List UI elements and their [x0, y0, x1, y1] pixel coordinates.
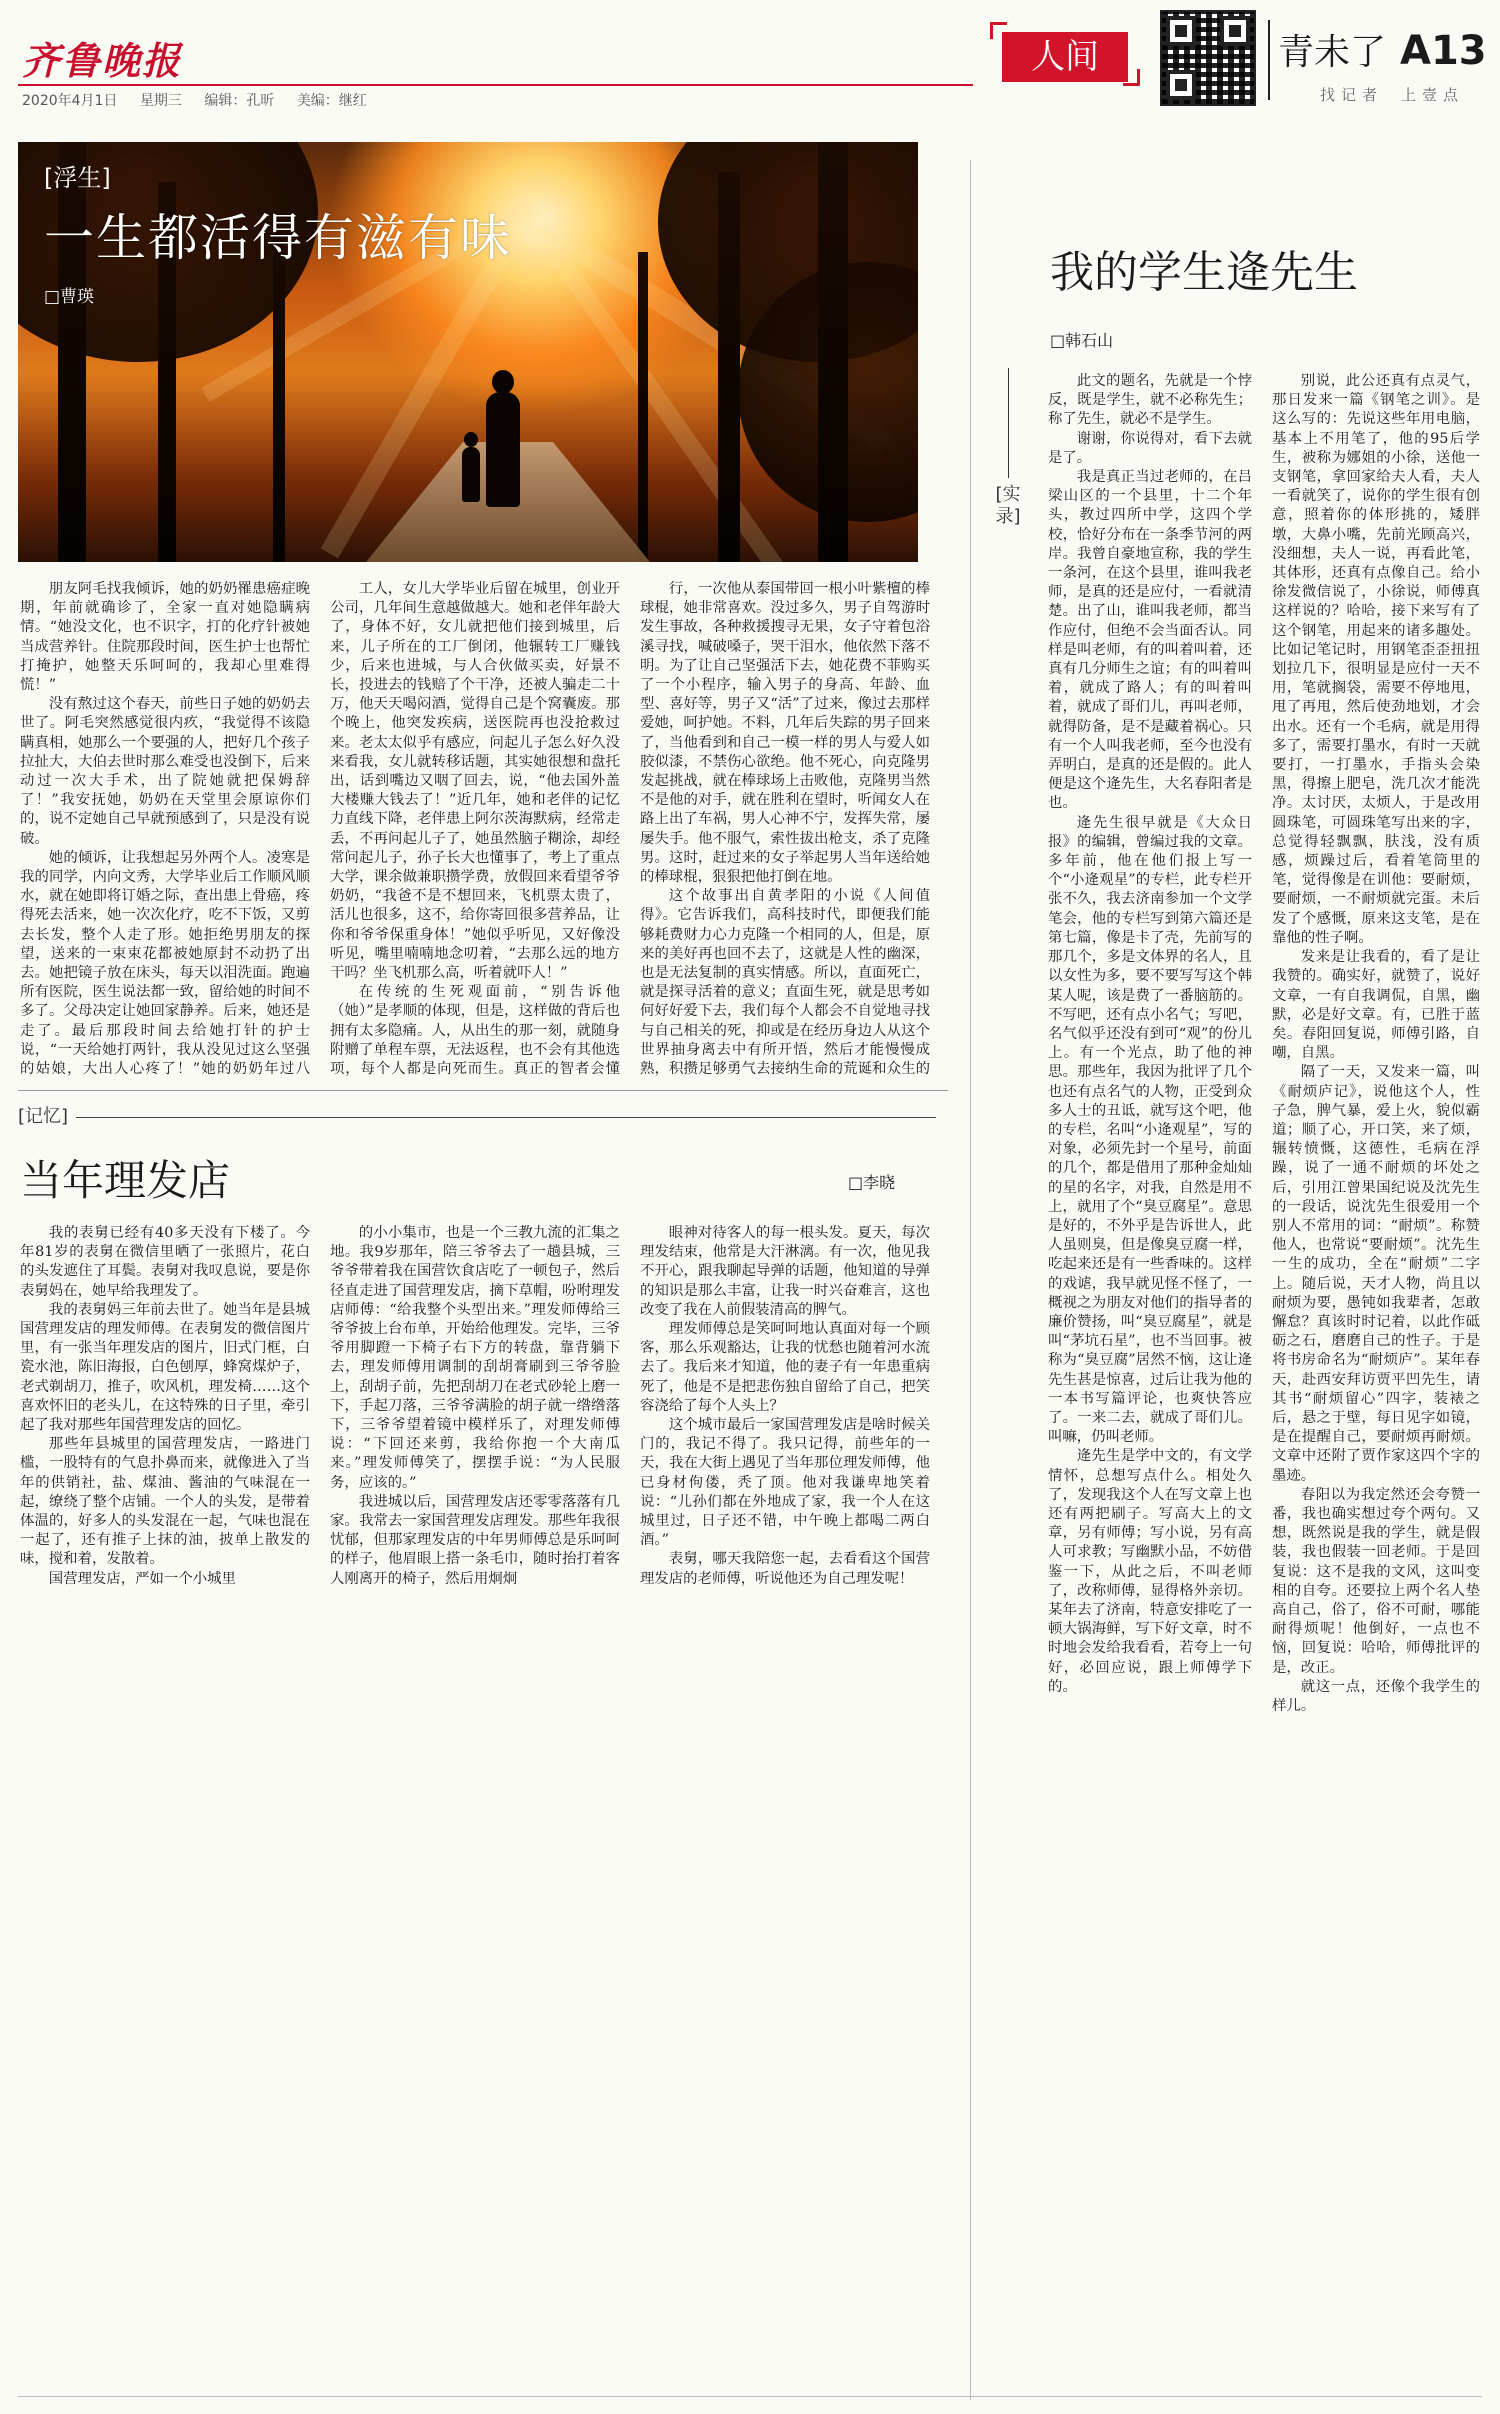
kicker-label: [记忆] — [18, 1106, 69, 1127]
tree-trunk — [818, 142, 848, 562]
article2-column-1 — [1048, 372, 1252, 2390]
section-name: 人间 — [1002, 32, 1128, 82]
paragraph: 的小小集市，也是一个三教九流的汇集之地。我9岁那年，陪三爷爷去了一趟县城，三爷爷带着我在国营饮食店吃了一顿包子，然后径直走进了国营理发店，摘下草帽，吩咐理发店师傅：“给我整个头型出来。”理发师傅给三爷爷披上台布单，开始给他理发。完毕，三爷爷用脚蹬一下椅子右下方的转盘，靠背躺下去，理发师傅用调制的刮胡膏刷到三爷爷脸上，刮胡子前，先把刮胡刀在老式砂轮上磨一下，手起刀落，三爷爷满脸的胡子就一绺绺落下，三爷爷望着镜中模样乐了，对理发师傅说：“下回还来剪，我给你抱一个大南瓜来。”理发师傅笑了，摆摆手说：“为人民服务，应该的。” — [330, 1225, 620, 1491]
masthead-rule — [18, 84, 973, 86]
paragraph: 朋友阿毛找我倾诉，她的奶奶罹患癌症晚期，年前就确诊了，全家一直对她隐瞒病情。“她没文化，也不识字，打的化疗针被她当成营养针。住院那段时间，医生护士也帮忙打掩护，她整天乐呵呵的，我却心里难得慌！” — [20, 581, 310, 694]
section-flag — [990, 22, 1140, 86]
article3-byline: □李晓 — [848, 1173, 896, 1192]
hero-kicker: [浮生] — [44, 164, 111, 192]
designer-credit: 美编：继红 — [296, 93, 367, 109]
newspaper-logo: 齐鲁晚报 — [22, 38, 183, 83]
paragraph: 此文的题名，先就是一个悖反，既是学生，就不必称先生；称了先生，就必不是学生。 — [1048, 373, 1252, 428]
paragraph: 逄先生很早就是《大众日报》的编辑，曾编过我的文章。多年前，他在他们报上写一个“小逄观星”的专栏，此专栏开张不久，我去济南参加一个文学笔会，他的专栏写到第六篇还是第七篇，像是卡了壳，先前写的那几个，多是文体界的名人，且以女性为多，要不要写写这个韩某人呢，该是费了一番脑筋的。不写吧，还有点小名气；写吧，名气似乎还没有到可“观”的份儿上。有一个光点，助了他的神思。那些年，我因为批评了几个也还有点名气的人物，正受到众多人士的丑诋，就写这个吧，他的专栏，名叫“小逄观星”，写的对象，必须先封一个星号，前面的几个，都是借用了那种金灿灿的星的名字，对我，自然是用不上，就用了个“臭豆腐星”。意思是好的，不外乎是告诉世人，此人虽则臭，但是像臭豆腐一样，吃起来还是有一些香味的。这样的戏谑，我早就见怪不怪了，一概视之为朋友对他们的指导者的廉价赞扬，叫“臭豆腐星”，就是叫“茅坑石星”，也不当回事。被称为“臭豆腐”居然不恼，这让逄先生甚是惊喜，过后让我为他的一本书写篇评论，也爽快答应了。一来二去，就成了哥们儿。叫嘛，仍叫老师。 — [1048, 814, 1252, 1446]
hero-image — [18, 142, 918, 562]
qr-eye-icon — [1166, 70, 1196, 100]
paragraph: 眼神对待客人的每一根头发。夏天，每次理发结束，他常是大汗淋漓。有一次，他见我不开心，跟我聊起导弹的话题，他知道的导弹的知识是那么丰富，让我一时兴奋难言，这也改变了我在人前假装清高的脾气。 — [640, 1225, 930, 1318]
paragraph: 这个故事出自黄孝阳的小说《人间值得》。它告诉我们，高科技时代，即便我们能够耗费财力心力克隆一个相同的人，但是，原来的美好再也回不去了，这就是人性的幽深，也是无法复制的真实情感。所以，直面死亡，就是探寻活着的意义；直面生死，就是思考如何好好爱下去，我们每个人都会不自觉地寻找与自己相关的死，抑或是在经历身边人从这个世界抽身离去中有所开悟，然后才能慢慢成熟，积攒足够勇气去接纳生命的荒诞和众生的 — [640, 888, 930, 1078]
kicker-rule — [1008, 368, 1009, 478]
paragraph: 隔了一天，又发来一篇，叫《耐烦庐记》，说他这个人，性子急，脾气暴，爱上火，貌似霸道；顺了心，开口笑，来了烦，辗转愤慨，这德性，毛病在浮躁，说了一通不耐烦的坏处之后，引用江曾果国纪说及沈先生的一段话，说沈先生很爱用一个别人不常用的词：“耐烦”。称赞他人，也常说“要耐烦”。沈先生一生的成功，全在“耐烦”二字上。随后说，天才人物，尚且以耐烦为要，愚钝如我辈者，怎敢懈怠？真该时时记着，以此作砥砺之石，磨磨自己的性子。于是将书房命名为“耐烦庐”。某年春天，赴西安拜访贾平凹先生，请其书“耐烦留心”四字，装裱之后，悬之于壁，每日见字如镜，是在提醒自己，要耐烦再耐烦。文章中还附了贾作家这四个字的墨迹。 — [1272, 1064, 1480, 1484]
paragraph: 春阳以为我定然还会夸赞一番，我也确实想过夸个两句。又想，既然说是我的学生，就是假装，我也假装一回老师。于是回复说：这不是我的文风，这叫变相的自夸。还要拉上两个名人垫高自己，俗了，俗不可耐，哪能耐得烦呢！他倒好，一点也不恼，回复说：哈哈，师傅批评的是，改正。 — [1272, 1486, 1480, 1676]
dateline — [22, 90, 385, 110]
paragraph: 那些年县城里的国营理发店，一路进门槛，一股特有的气息扑鼻而来，就像进入了当年的供销社，盐、煤油、酱油的气味混在一起，缭绕了整个店铺。一个人的头发，是带着体温的，好多人的头发混在一起，气味也混在一起了，还有推子上抹的油，披单上散发的味，搅和着，发散着。 — [20, 1436, 310, 1568]
kicker-rule — [76, 1117, 936, 1118]
page-label — [1278, 24, 1487, 75]
paragraph: 就这一点，还像个我学生的样儿。 — [1272, 1678, 1480, 1715]
shangyidian-link[interactable]: 上壹点 — [1401, 86, 1465, 104]
tree-trunk — [638, 252, 648, 562]
hero-headline: 一生都活得有滋有味 — [44, 209, 512, 267]
article2-kicker — [995, 368, 1021, 528]
paragraph: 在传统的生死观面前，“别告诉他（她）”是孝顺的体现，但是，这样做的背后也拥有太多隐痛。人，从出生的那一刻，就随身附赠了单程车票，无法返程，也不会有其他选项，每个人都是向死而生。真正的智者会懂 — [330, 984, 620, 1078]
column-divider — [970, 160, 971, 2400]
masthead — [0, 0, 1500, 118]
child-figure — [462, 447, 480, 502]
paragraph: 我进城以后，国营理发店还零零落落有几家。我常去一家国营理发店理发。那些年我很忧郁，但那家理发店的中年男师傅总是乐呵呵的样子，他眉眼上搭一条毛巾，随时抬打着客人刚离开的椅子，然后用炯炯 — [330, 1493, 620, 1587]
paragraph: 我的表舅已经有40多天没有下楼了。今年81岁的表舅在微信里晒了一张照片，花白的头发遮住了耳鬓。表舅对我叹息说，要是你表舅妈在，她早给我理发了。 — [20, 1225, 310, 1299]
paragraph: 她的倾诉，让我想起另外两个人。凌寒是我的同学，内向文秀，大学毕业后工作顺风顺水，就在她即将订婚之际，查出患上骨癌，疼得死去活来，她一次次化疗，吃不下饭，又剪去长发，整个人走了形。她拒绝男朋友的探望，送来的一束束花都被她原封不动扔了出去。她把镜子放在床头，每天以泪洗面。跑遍所有医院，医生说法都一致，留给她的时间不多了。父母决定让她回家静养。后来，她还是走了。最后那段时间去给她打针的护士说，“一天给她打两针，我从没见过这么坚强的姑娘，大出人心疼了！”她的奶奶年过八 — [20, 849, 310, 1078]
hero-byline: □曹瑛 — [44, 287, 95, 307]
article1-column-3 — [640, 580, 930, 1080]
paragraph: 逄先生是学中文的，有文学情怀，总想写点什么。相处久了，发现我这个人在写文章上也还有两把刷子。写高大上的文章，另有师傅；写小说，另有高人可求教；写幽默小品，不妨借鉴一下，从此之后，不叫老师了，改称师傅，显得格外亲切。某年去了济南，特意安排吃了一顿大锅海鲜，写下好文章，时不时地会发给我看看，若夸上一句好，必回应说，跟上师傅学下的。 — [1048, 1448, 1252, 1695]
article3-column-3 — [640, 1224, 930, 2390]
find-reporter-link[interactable]: 找记者 — [1320, 86, 1384, 104]
section-divider — [18, 1090, 948, 1091]
paragraph: 发来是让我看的，看了是让我赞的。确实好，就赞了，说好文章，一有自我调侃，自黑，幽默，必是好文章。有，已胜于蓝矣。春阳回复说，师傅引路，自嘲，自黑。 — [1272, 949, 1480, 1062]
qr-eye-icon — [1220, 16, 1250, 46]
adult-figure — [486, 392, 520, 507]
issue-weekday: 星期三 — [139, 93, 182, 109]
issue-date: 2020年4月1日 — [22, 93, 118, 109]
qr-eye-icon — [1166, 16, 1196, 46]
page-number: A13 — [1400, 28, 1487, 74]
qr-code-icon[interactable] — [1160, 10, 1256, 106]
article2-headline: 我的学生逄先生 — [1050, 247, 1358, 298]
kicker-label: [实录] — [995, 484, 1021, 527]
tree-trunk — [273, 232, 285, 562]
paragraph: 理发师傅总是笑呵呵地认真面对每一个顾客，那么乐观豁达，让我的忧愁也随着河水流去了。我后来才知道，他的妻子有一年患重病死了，他是不是把悲伤独自留给了自己，把笑容浇给了每个人头上？ — [640, 1321, 930, 1414]
paragraph: 我是真正当过老师的，在吕梁山区的一个县里，十二个年头，教过四所中学，这四个学校，恰好分布在一条季节河的两岸。我曾自豪地宣称，我的学生一条河，在这个县里，谁叫我老师，是真的还是应付，一看就清楚。出了山，谁叫我老师，都当作应付，但绝不会当面否认。同样是叫老师，有的叫着叫着，还真有几分师生之谊；有的叫着叫着，就成了路人；有的叫着叫着，就成了哥们儿，再叫老师，就得防备，是不是藏着祸心。只有一个人叫我老师，至今也没有弄明白，是真的还是假的。此人便是这个逄先生，大名春阳者是也。 — [1048, 469, 1252, 812]
article1-column-1 — [20, 580, 310, 1080]
paragraph: 没有熬过这个春天，前些日子她的奶奶去世了。阿毛突然感觉很内疚，“我觉得不该隐瞒真相，她那么一个要强的人，把好几个孩子拉扯大，大伯去世时那么难受也没倒下，后来动过一次大手术，出了院她就把保姆辞了！”我安抚她，奶奶在天堂里会原谅你们的，说不定她自己早就预感到了，只是没有说破。 — [20, 696, 310, 847]
article3-headline: 当年理发店 — [20, 1156, 231, 1205]
masthead-divider — [1268, 20, 1270, 100]
paragraph: 我的表舅妈三年前去世了。她当年是县城国营理发店的理发师傅。在表舅发的微信图片里，有一张当年理发店的图片，旧式门框，白瓷水池，陈旧海报，白色刨厚，蜂窝煤炉子，老式剃胡刀，推子，吹风机，理发椅……这个喜欢怀旧的老头儿，在这特殊的日子里，牵引起了我对那些年国营理发店的回忆。 — [20, 1301, 310, 1434]
article2-byline: □韩石山 — [1050, 331, 1114, 350]
article1-column-2 — [330, 580, 620, 1080]
adult-head — [492, 370, 514, 394]
tree-trunk — [718, 172, 740, 562]
article3-column-1 — [20, 1224, 310, 2390]
page-title: 青未了 — [1278, 32, 1387, 73]
editor-credit: 编辑：孔昕 — [204, 93, 275, 109]
paragraph: 别说，此公还真有点灵气，那日发来一篇《钢笔之训》。是这么写的：先说这些年用电脑，基本上不用笔了，他的95后学生，被称为娜姐的小徐，送他一支钢笔，拿回家给夫人看，夫人一看就笑了，说你的学生很有创意，照着你的体形挑的，矮胖墩，大鼻小嘴，先前光顾高兴，没细想，夫人一说，再看此笔，其体形，还真有点像自己。给小徐发微信说了，小徐说，师傅真这样说的？哈哈，接下来写有了这个钢笔，用起来的诸多趣处。比如记笔记时，用钢笔歪歪扭扭划拉几下，很明显是应付一天不用，笔就搁袋，需要不停地甩，甩了再甩，然后使劲地划，才会出水。还有一个毛病，就是用得多了，需要打墨水，有时一天就要打，一打墨水，手指头会染黑，得擦上肥皂，洗几次才能洗净。太讨厌，太烦人，于是改用圆珠笔，可圆珠笔写出来的字，总觉得轻飘飘，肤浅，没有质感，烦躁过后，看着笔筒里的笔，觉得像是在训他：要耐烦，要耐烦，一不耐烦就完蛋。未后发了个感慨，原来这支笔，是在靠他的性子啊。 — [1272, 373, 1480, 946]
paragraph: 谢谢，你说得对，看下去就是了。 — [1048, 430, 1252, 466]
bottom-rule — [18, 2396, 1482, 2397]
paragraph: 行，一次他从泰国带回一根小叶紫檀的棒球棍，她非常喜欢。没过多久，男子自驾游时发生事故，各种救援搜寻无果，女子守着包浴溪寻找，喊破嗓子，哭干泪水，他依然下落不明。为了让自己坚强活下去，她花费不菲购买了一个小程序，输入男子的身高、年龄、血型、喜好等，男子又“活”了过来，像过去那样爱她，呵护她。不料，几年后失踪的男子回来了，当他看到和自己一模一样的男人与爱人如胶似漆，不禁伤心欲绝。他不死心，向克隆男发起挑战，就在棒球场上击败他，克隆男当然不是他的对手，就在胜利在望时，听闻女人在路上出了车祸，男人心神不宁，发挥失常，屡屡失手。他不服气，索性拔出枪支，杀了克隆男。这时，赶过来的女子举起男人当年送给她的棒球棍，狠狠把他打倒在地。 — [640, 581, 930, 886]
paragraph: 工人，女儿大学毕业后留在城里，创业开公司，几年间生意越做越大。她和老伴年龄大了，身体不好，女儿就把他们接到城里，后来，儿子所在的工厂倒闭，他辗转工厂赚钱少，后来也进城，与人合伙做买卖，好景不长，投进去的钱赔了个干净，还被人骗走二十万，他天天喝闷酒，觉得自己是个窝囊废。那个晚上，他突发疾病，送医院再也没抢救过来。老太太似乎有感应，问起儿子怎么好久没来看我，女儿就转移话题，其实她很想和盘托出，话到嘴边又咽了回去，说，“他去国外盖大楼赚大钱去了！”近几年，她和老伴的记忆力直线下降，老伴患上阿尔茨海默病，经常走丢，不再问起儿子了，她虽然脑子糊涂，却经常问起儿子，孙子长大也懂事了，考上了重点大学，课余做兼职攒学费，放假回来看望爷爷奶奶，“我爸不是不想回来，飞机票太贵了，活儿也很多，这不，给你寄回很多营养品，让你和爷爷保重身体！”她似乎听见，又好像没听见，嘴里喃喃地念叨着，“去那么远的地方干吗？坐飞机那么高，听着就吓人！” — [330, 581, 620, 982]
article3-column-2 — [330, 1224, 620, 2390]
paragraph: 国营理发店，严如一个小城里 — [48, 1570, 236, 1587]
paragraph: 这个城市最后一家国营理发店是啥时候关门的，我记不得了。我只记得，前些年的一天，我在大街上遇见了当年那位理发师傅，他已身材佝偻，秃了顶。他对我谦卑地笑着说：“儿孙们都在外地成了家，我一个人在这城里过，日子还不错，中午晚上都喝二两白酒。” — [640, 1417, 930, 1549]
reporter-links — [1302, 84, 1464, 105]
child-head — [464, 432, 478, 447]
article3-kicker — [18, 1102, 936, 1128]
article2-column-2 — [1272, 372, 1480, 2390]
paragraph: 表舅，哪天我陪您一起，去看看这个国营理发店的老师傅，听说他还为自己理发呢！ — [640, 1551, 930, 1587]
